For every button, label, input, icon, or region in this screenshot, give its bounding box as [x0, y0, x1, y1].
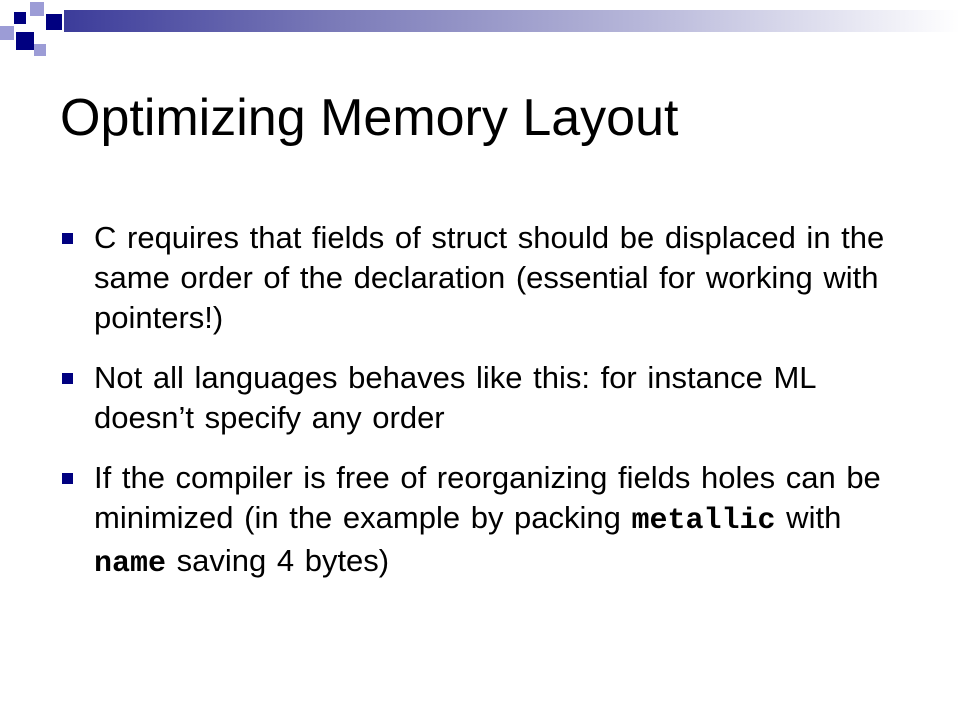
corner-square-1: [14, 12, 26, 24]
bullet-list: [62, 218, 902, 604]
corner-square-4: [46, 14, 62, 30]
slide-title: Optimizing Memory Layout: [60, 89, 679, 147]
square-bullet-icon: [62, 233, 73, 244]
bullet-text: C requires that fields of struct should be displaced in the same order of the declaration (essential for working with pointers!): [94, 220, 885, 335]
square-bullet-icon: [62, 373, 73, 384]
corner-square-2: [30, 2, 44, 16]
header-gradient-band: [64, 10, 960, 32]
bullet-item: [62, 218, 902, 338]
code-name: name: [94, 547, 167, 581]
bullet-text-after: saving 4 bytes): [166, 543, 390, 578]
bullet-item: [62, 358, 902, 438]
bullet-item: [62, 458, 902, 584]
corner-square-6: [34, 44, 46, 56]
square-bullet-icon: [62, 473, 73, 484]
bullet-text-middle: with: [775, 500, 842, 535]
bullet-text-before: If the compiler is free of reorganizing fields holes can be minimized (in the example by packing: [94, 460, 881, 535]
corner-square-3: [0, 26, 14, 40]
corner-square-5: [16, 32, 34, 50]
code-metallic: metallic: [631, 504, 776, 538]
bullet-text: Not all languages behaves like this: for instance ML doesn’t specify any order: [94, 360, 816, 435]
